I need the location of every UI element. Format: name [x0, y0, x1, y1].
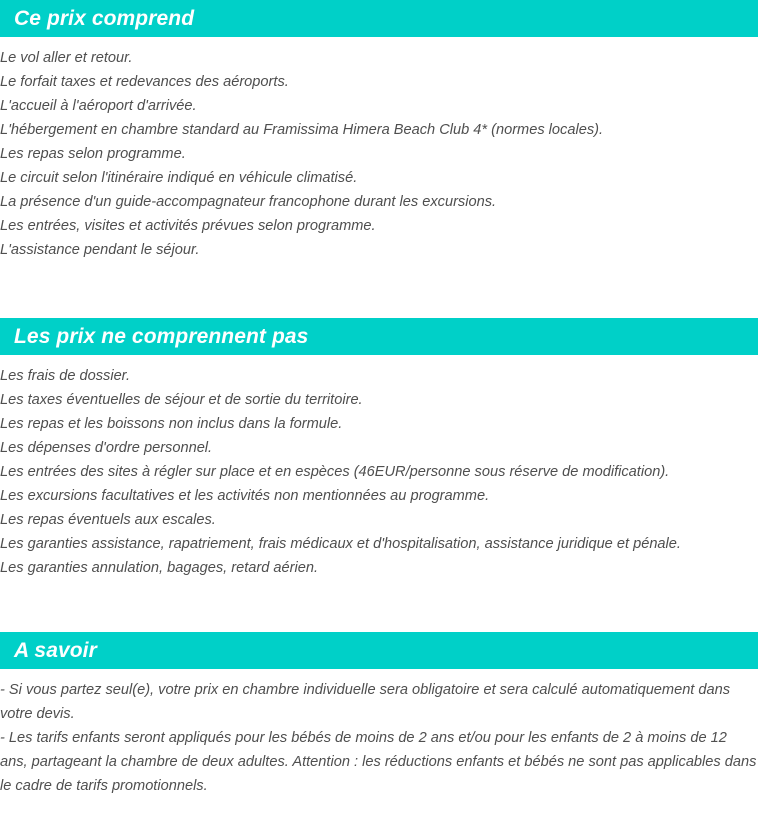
list-item: Les entrées des sites à régler sur place et en espèces (46EUR/personne sous réserve de modification).	[0, 464, 670, 480]
list-item: Les excursions facultatives et les activités non mentionnées au programme.	[0, 488, 490, 504]
paragraph: - Si vous partez seul(e), votre prix en chambre individuelle sera obligatoire et sera calculé automatiquement dans votre devis.	[0, 682, 731, 722]
paragraph: - Les tarifs enfants seront appliqués pour les bébés de moins de 2 ans et/ou pour les enfants de 2 à moins de 12 ans, partageant la chambre de deux adultes. Attention : les réductions enfants et bébés ne sont pas applicables dans le cadre de tarifs promotionnels.	[0, 730, 757, 794]
section-heading-band-excluded	[0, 318, 758, 355]
list-item: La présence d'un guide-accompagnateur francophone durant les excursions.	[0, 194, 497, 210]
spacer-between-sections-2	[0, 580, 758, 632]
list-item: Les taxes éventuelles de séjour et de sortie du territoire.	[0, 392, 363, 408]
section-a-savoir	[0, 632, 758, 798]
list-item: Le forfait taxes et redevances des aéroports.	[0, 74, 289, 90]
spacer-below-heading-excluded	[0, 355, 758, 364]
section-heading-title-included: Ce prix comprend	[14, 7, 195, 30]
section-ce-prix-comprend	[0, 0, 758, 262]
list-item: L'assistance pendant le séjour.	[0, 242, 200, 258]
list-item: Les garanties assistance, rapatriement, frais médicaux et d'hospitalisation, assistance juridique et pénale.	[0, 536, 681, 552]
list-item: Les dépenses d'ordre personnel.	[0, 440, 213, 456]
section-heading-title-a-savoir: A savoir	[14, 639, 97, 662]
list-item: Les garanties annulation, bagages, retard aérien.	[0, 560, 319, 576]
section-body-a-savoir	[0, 678, 758, 798]
section-heading-band-a-savoir	[0, 632, 758, 669]
list-item: Le vol aller et retour.	[0, 50, 133, 66]
section-body-included	[0, 46, 758, 262]
list-item: L'accueil à l'aéroport d'arrivée.	[0, 98, 197, 114]
section-heading-title-excluded: Les prix ne comprennent pas	[14, 325, 309, 348]
spacer-between-sections-1	[0, 262, 758, 318]
section-body-excluded	[0, 364, 758, 580]
section-heading-band-included	[0, 0, 758, 37]
list-item: Le circuit selon l'itinéraire indiqué en véhicule climatisé.	[0, 170, 358, 186]
list-item: Les repas éventuels aux escales.	[0, 512, 216, 528]
spacer-below-heading-a-savoir	[0, 669, 758, 678]
list-item: L'hébergement en chambre standard au Framissima Himera Beach Club 4* (normes locales).	[0, 122, 604, 138]
list-item: Les repas selon programme.	[0, 146, 186, 162]
list-item: Les frais de dossier.	[0, 368, 131, 384]
list-item: Les repas et les boissons non inclus dans la formule.	[0, 416, 343, 432]
section-les-prix-ne-comprennent-pas	[0, 318, 758, 580]
list-item: Les entrées, visites et activités prévues selon programme.	[0, 218, 376, 234]
spacer-below-heading-included	[0, 37, 758, 46]
